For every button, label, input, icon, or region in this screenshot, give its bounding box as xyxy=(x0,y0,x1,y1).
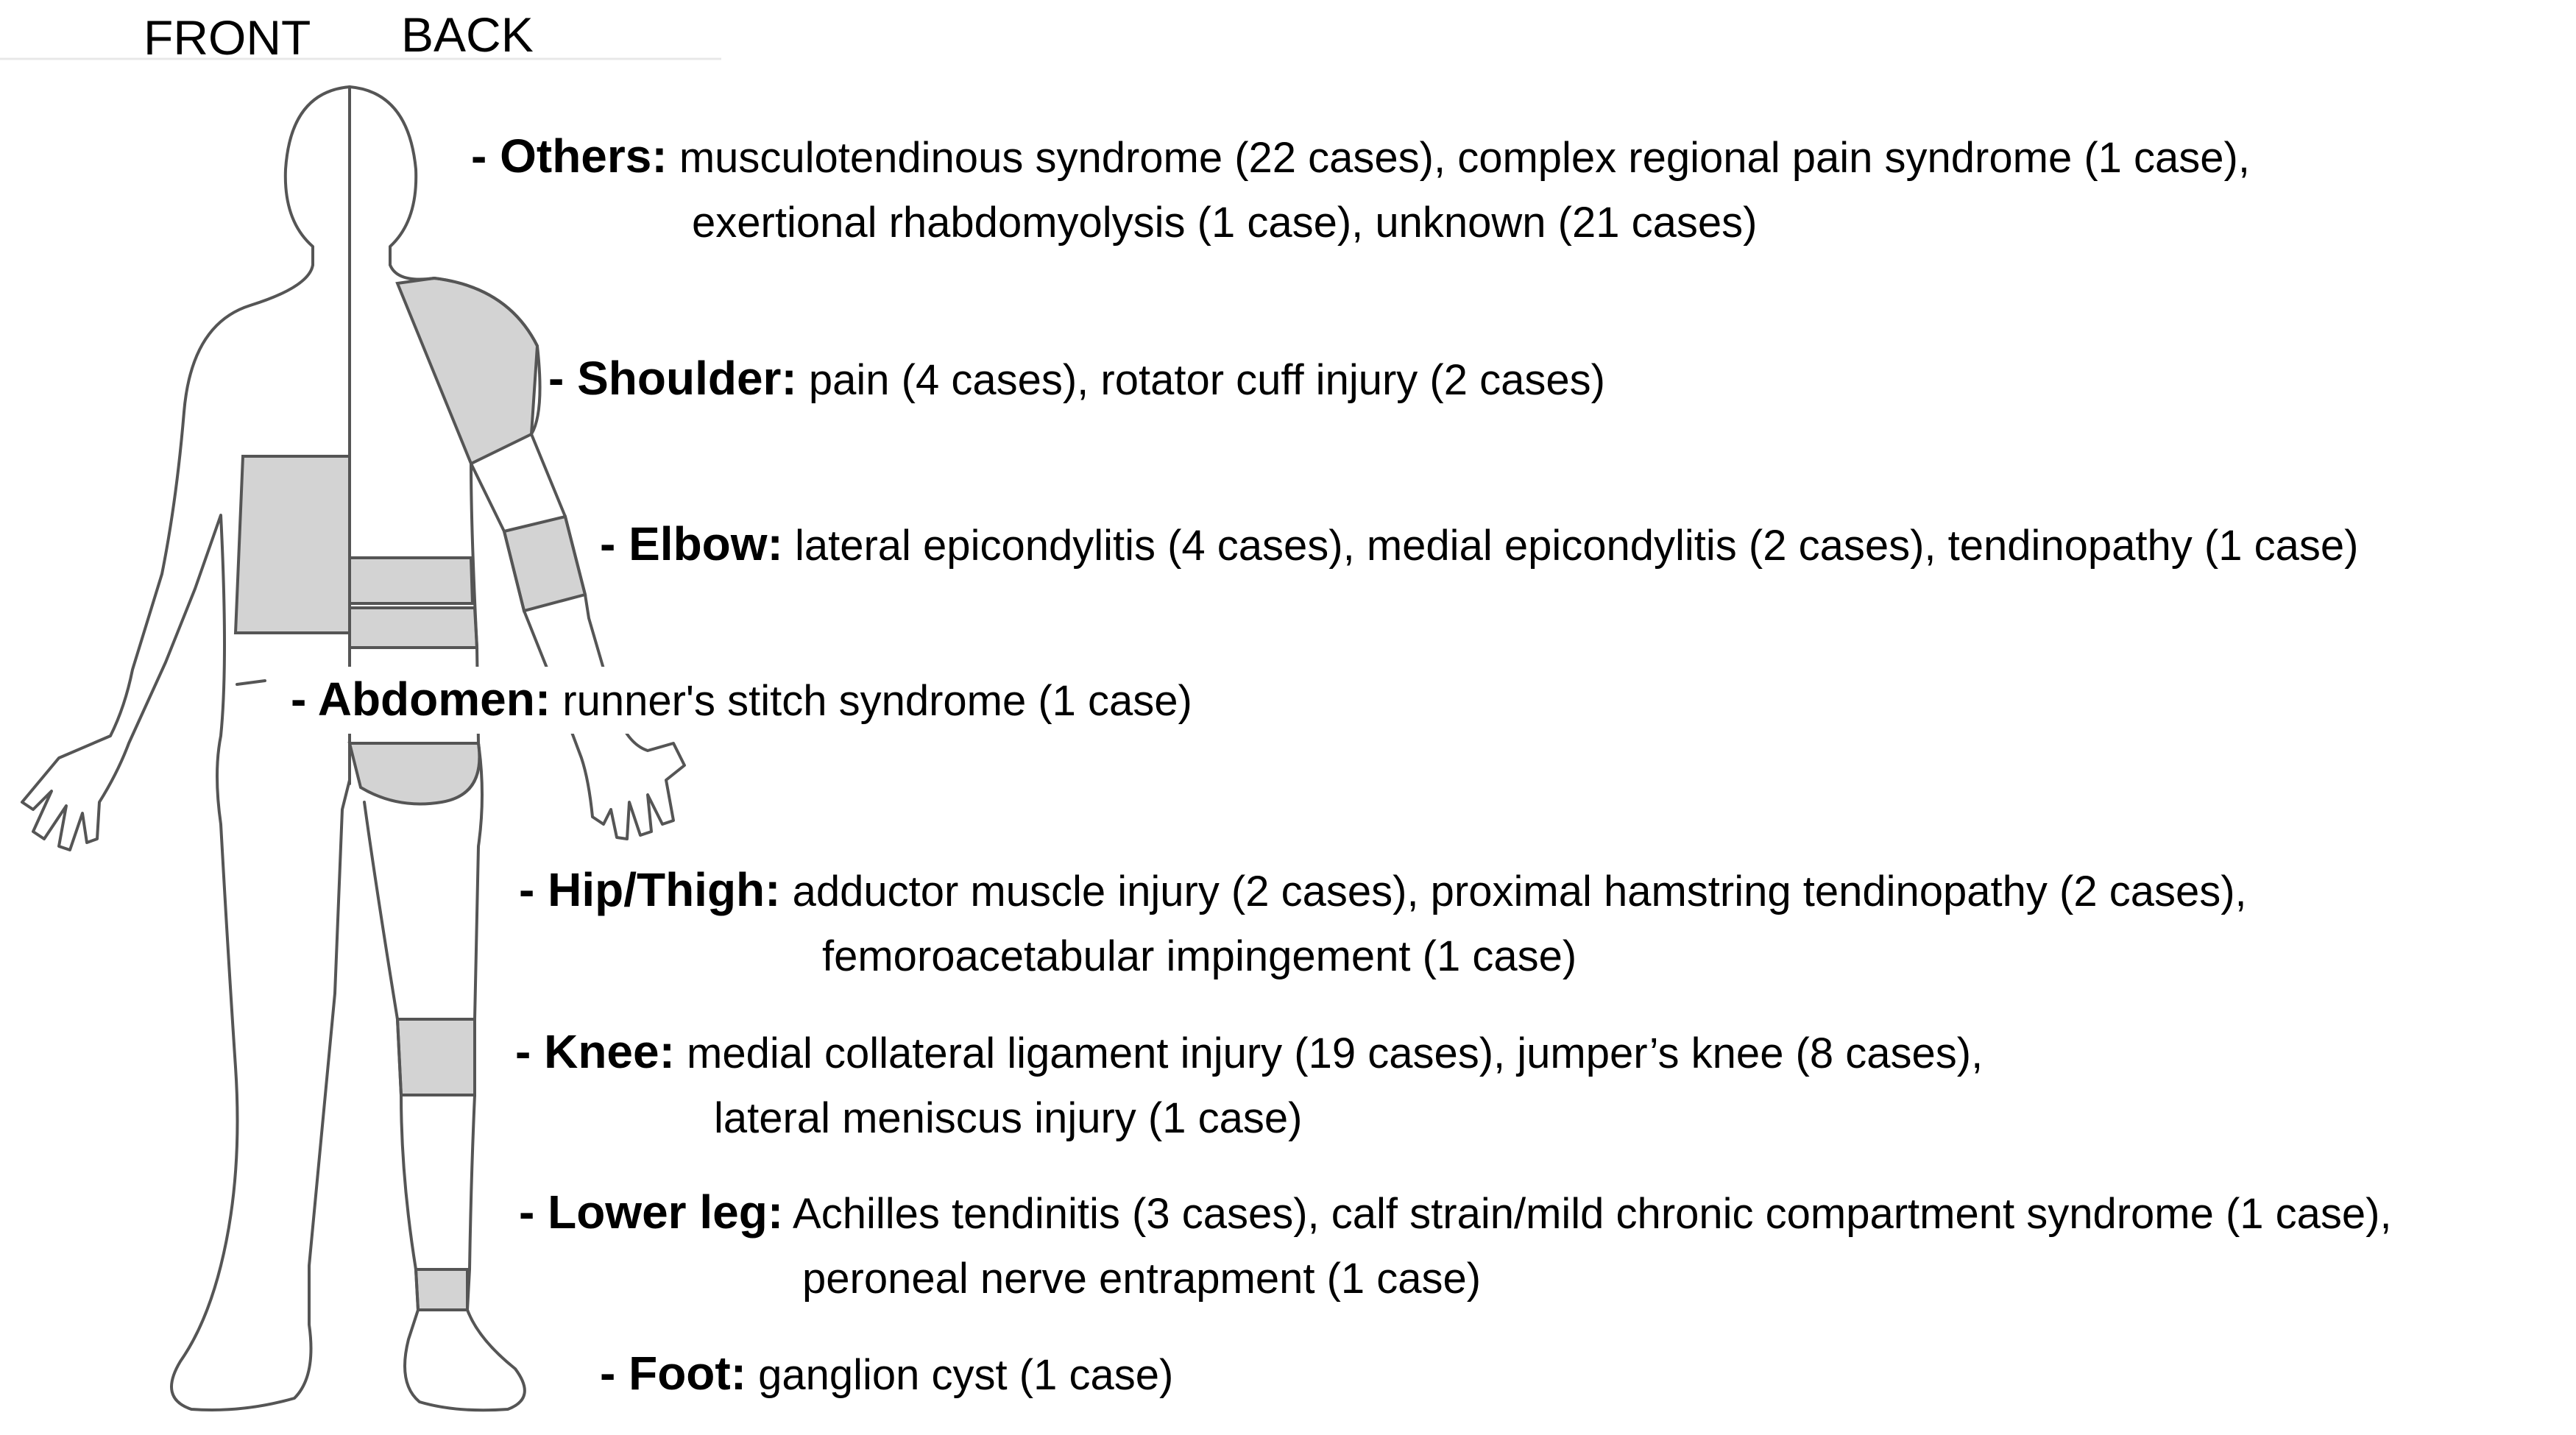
entry-hip-thigh xyxy=(519,857,2247,989)
left-side-outline xyxy=(22,265,350,1410)
entry-others xyxy=(471,124,2250,255)
shoulder-region xyxy=(397,278,537,464)
entry-abdomen xyxy=(291,667,1192,734)
trunk-region xyxy=(236,456,350,633)
knee-region xyxy=(397,1019,475,1095)
entry-hip-thigh-line1: adductor muscle injury (2 cases), proximal hamstring tendinopathy (2 cases), xyxy=(792,868,2247,915)
head-outline xyxy=(286,87,350,265)
entry-abdomen-line1: runner's stitch syndrome (1 case) xyxy=(562,677,1192,725)
abdomen-tick xyxy=(237,681,265,684)
entry-lower-leg xyxy=(519,1180,2392,1311)
entry-shoulder xyxy=(548,346,1605,413)
lower-leg-region xyxy=(416,1269,467,1310)
entry-others-line2: exertional rhabdomyolysis (1 case), unknown (21 cases) xyxy=(692,199,1758,247)
region-knee: - Knee: xyxy=(515,1025,675,1078)
region-elbow: - Elbow: xyxy=(600,517,783,570)
region-others: - Others: xyxy=(471,130,668,183)
elbow-region xyxy=(504,517,585,611)
entry-lower-leg-line2: peroneal nerve entrapment (1 case) xyxy=(802,1255,1482,1303)
entry-knee-line1: medial collateral ligament injury (19 cases), jumper’s knee (8 cases), xyxy=(687,1030,1984,1077)
region-lower-leg: - Lower leg: xyxy=(519,1186,784,1239)
entry-elbow xyxy=(600,511,2358,578)
region-hip-thigh: - Hip/Thigh: xyxy=(519,863,781,916)
hip-region xyxy=(350,743,479,804)
entry-others-line1: musculotendinous syndrome (22 cases), complex regional pain syndrome (1 case), xyxy=(679,134,2250,182)
region-foot: - Foot: xyxy=(600,1347,746,1400)
entry-foot-line1: ganglion cyst (1 case) xyxy=(758,1351,1174,1399)
back-band-lower xyxy=(350,608,477,648)
back-label: BACK xyxy=(401,7,534,62)
entry-elbow-line1: lateral epicondylitis (4 cases), medial epicondylitis (2 cases), tendinopathy (1 case) xyxy=(794,522,2359,570)
entry-knee-line2: lateral meniscus injury (1 case) xyxy=(714,1094,1303,1142)
front-label: FRONT xyxy=(144,10,311,65)
region-abdomen: - Abdomen: xyxy=(291,673,551,726)
back-band-upper xyxy=(350,558,473,603)
entry-knee xyxy=(515,1019,1983,1151)
entry-foot xyxy=(600,1341,1173,1408)
entry-hip-thigh-line2: femoroacetabular impingement (1 case) xyxy=(822,932,1577,980)
entry-shoulder-line1: pain (4 cases), rotator cuff injury (2 cases) xyxy=(808,356,1605,404)
entry-lower-leg-line1: Achilles tendinitis (3 cases), calf strain/mild chronic compartment syndrome (1 case), xyxy=(793,1190,2392,1238)
region-shoulder: - Shoulder: xyxy=(548,352,797,405)
